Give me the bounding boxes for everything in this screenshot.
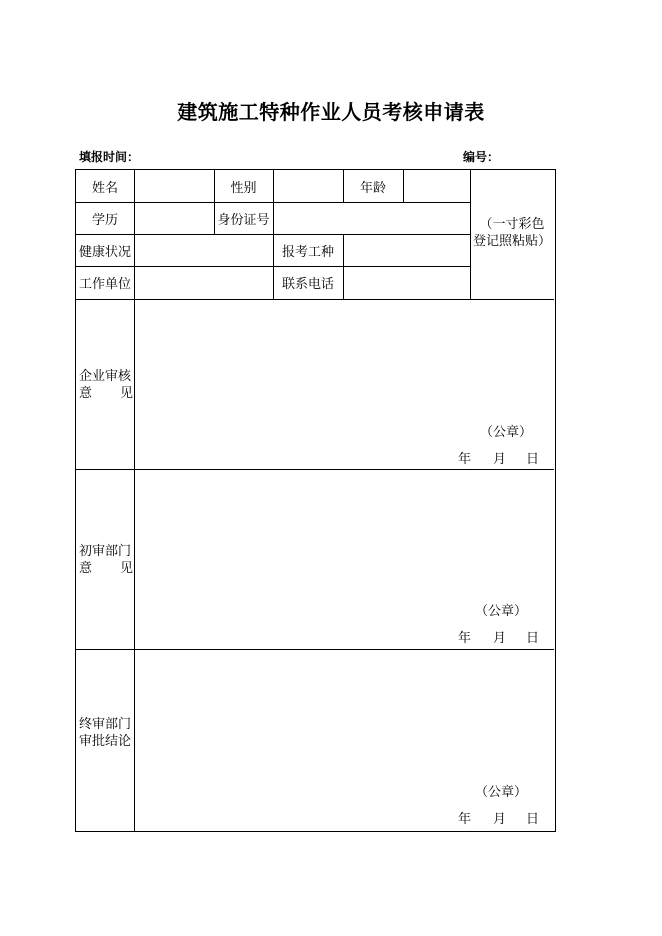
preliminary-review-label: 初审部门 意 见 — [79, 544, 133, 576]
final-seal-label: （公章） — [475, 785, 528, 800]
photo-instruction-line1: （一寸彩色 — [479, 217, 545, 232]
gender-label: 性别 — [230, 180, 257, 196]
job-type-field[interactable] — [343, 234, 470, 266]
preliminary-seal-label: （公章） — [475, 604, 528, 619]
fill-time-label: 填报时间： — [79, 150, 140, 164]
enterprise-review-opinion-area[interactable] — [135, 300, 554, 469]
gender-field[interactable] — [273, 170, 343, 202]
name-label: 姓名 — [91, 180, 118, 196]
enterprise-review-date: 年 月 日 — [458, 452, 540, 467]
page-title: 建筑施工特种作业人员考核申请表 — [177, 100, 485, 124]
preliminary-review-opinion-area[interactable] — [135, 470, 554, 649]
enterprise-review-label: 企业审核 意 见 — [79, 369, 133, 401]
photo-area[interactable] — [470, 216, 554, 250]
education-label: 学历 — [91, 212, 118, 228]
health-status-field[interactable] — [134, 234, 273, 266]
health-status-label: 健康状况 — [79, 244, 132, 260]
name-field[interactable] — [134, 170, 214, 202]
workplace-field[interactable] — [134, 266, 273, 299]
age-label: 年龄 — [359, 180, 386, 196]
education-field[interactable] — [134, 202, 214, 234]
final-approval-label: 终审部门 审批结论 — [79, 717, 132, 749]
preliminary-review-date: 年 月 日 — [458, 631, 540, 646]
id-number-field[interactable] — [273, 202, 470, 234]
final-approval-conclusion-area[interactable] — [135, 650, 554, 832]
workplace-label: 工作单位 — [79, 277, 132, 292]
phone-label: 联系电话 — [281, 277, 334, 292]
id-number-label: 身份证号 — [217, 212, 270, 228]
job-type-label: 报考工种 — [281, 244, 334, 260]
phone-field[interactable] — [343, 266, 470, 299]
final-approval-date: 年 月 日 — [458, 812, 540, 827]
number-label: 编号： — [463, 150, 500, 164]
age-field[interactable] — [403, 170, 470, 202]
application-form — [75, 169, 556, 832]
photo-instruction-line2: 登记照粘贴） — [472, 234, 551, 249]
enterprise-seal-label: （公章） — [480, 425, 533, 440]
